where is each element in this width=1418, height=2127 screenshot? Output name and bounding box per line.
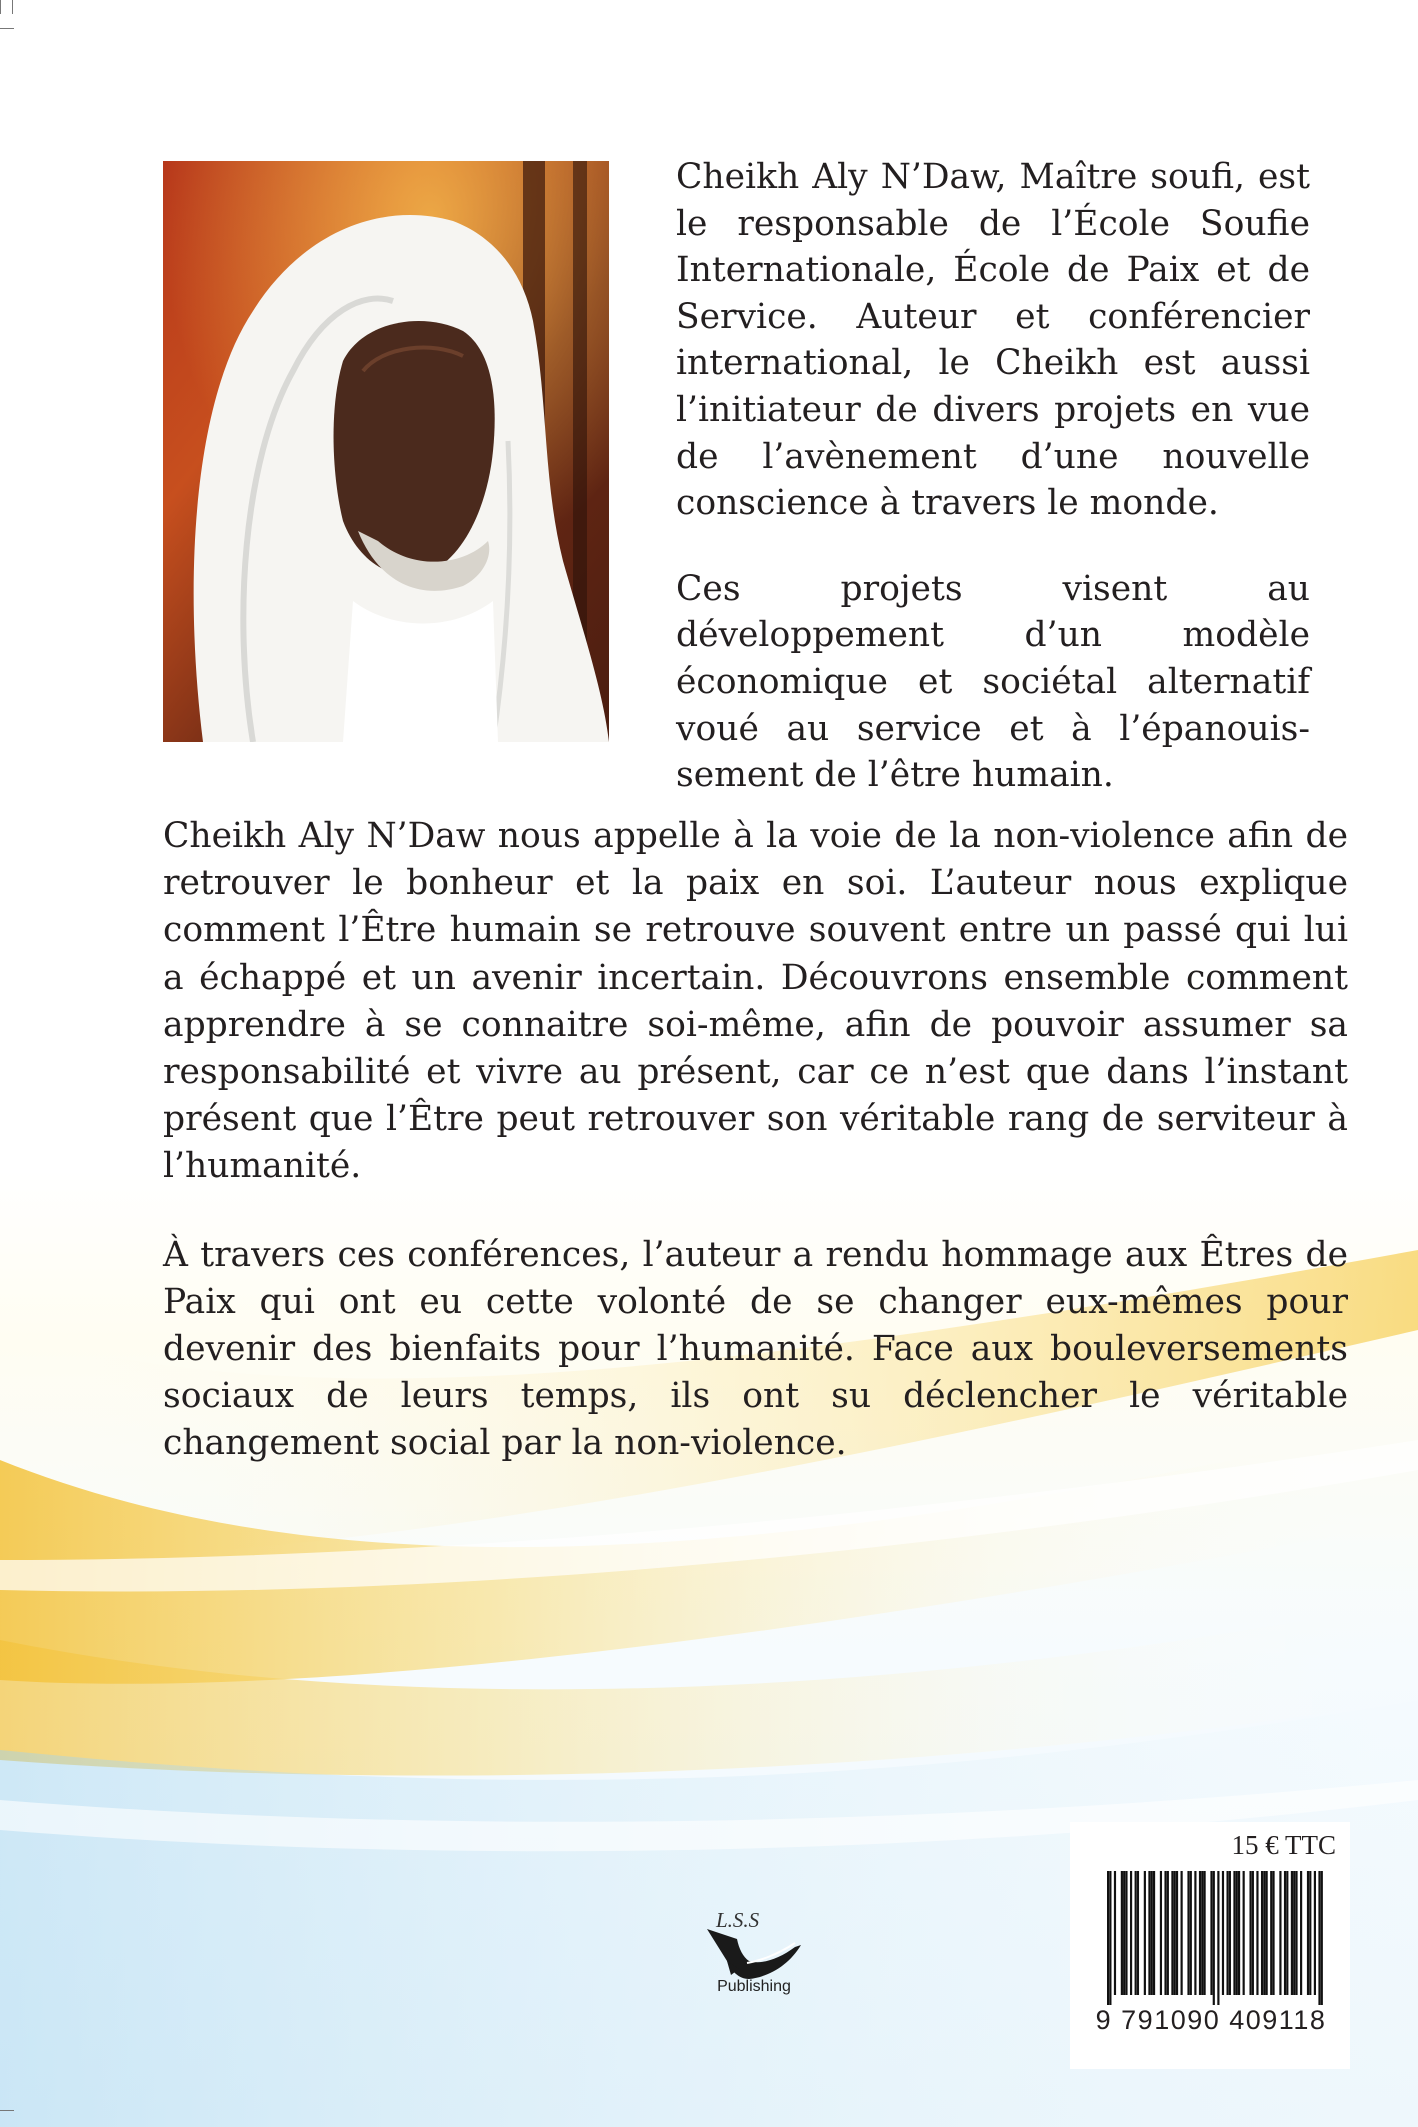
barcode-bar [1309, 1871, 1311, 1995]
crop-mark [12, 0, 13, 14]
crop-mark [0, 28, 14, 29]
barcode-bar [1194, 1871, 1196, 1995]
barcode-bar [1272, 1871, 1274, 1995]
barcode-bar [1187, 1871, 1189, 1995]
price: 15 € TTC [1231, 1830, 1336, 1860]
barcode-bar [1314, 1871, 1316, 1995]
barcode-bar [1164, 1871, 1166, 1995]
barcode-bar [1213, 1871, 1215, 2005]
barcode-bar [1293, 1871, 1295, 1995]
barcode-bar [1249, 1871, 1251, 1995]
barcode-bar [1201, 1871, 1203, 1995]
barcode-bar [1144, 1871, 1146, 1995]
barcode-bar [1167, 1871, 1169, 1995]
publisher-name: Publishing [717, 1978, 791, 1995]
barcode-bar [1284, 1871, 1286, 1995]
barcode-bar [1295, 1871, 1297, 1995]
barcode-bar [1236, 1871, 1238, 1995]
barcode-bar [1114, 1871, 1116, 1995]
barcode-bar [1123, 1871, 1125, 1995]
bio-paragraph: Ces projets visent au développement d’un modèle économique et sociétal alternatif voué au service et à l’épanouissement de l’être humain. [676, 568, 1310, 796]
barcode [1107, 1871, 1323, 2005]
barcode-bar [1210, 1871, 1212, 1995]
barcode-bar [1190, 1871, 1192, 1995]
barcode-bar [1318, 1871, 1320, 2005]
barcode-bar [1300, 1871, 1302, 1995]
price-barcode-box [1070, 1822, 1350, 2069]
bio-paragraph: Cheikh Aly N’Daw, Maître soufi, est le responsable de l’École Soufie Internationale, École de Paix et de Service. Auteur et conférencier international, le Cheikh est aussi l’initiateur de divers projets en vue de l’avènement d’une nouvelle conscience à travers le monde. [676, 157, 1310, 524]
author-bio [676, 154, 1310, 838]
barcode-bar [1291, 1871, 1293, 1995]
barcode-bar [1270, 1871, 1272, 1995]
barcode-bar [1252, 1871, 1254, 1995]
author-photo [163, 161, 609, 742]
crop-mark [0, 0, 1, 14]
summary-paragraph: Cheikh Aly N’Daw nous appelle à la voie de la non-violence afin de retrouver le bonheur et la paix en soi. L’auteur nous explique comment l’Être humain se retrouve souvent entre un passé qui lui a échappé et un avenir incertain. Découvrons ensemble comment apprendre à se connaitre soi-même, afin de pouvoir assumer sa responsabilité et vivre au présent, car ce n’est que dans l’instant présent que l’Être peut retrouver son véritable rang de serviteur à l’humanité. [163, 816, 1348, 1187]
barcode-bar [1174, 1871, 1176, 1995]
summary-paragraph: À travers ces conférences, l’auteur a rendu hommage aux Êtres de Paix qui ont eu cette volonté de se changer eux-mêmes pour devenir des bienfaits pour l’humanité. Face aux bouleversements sociaux de leurs temps, ils ont su déclencher le véritable changement social par la non-violence. [163, 1234, 1348, 1464]
barcode-bar [1151, 1871, 1153, 1995]
barcode-bar [1148, 1871, 1150, 1995]
barcode-bar [1238, 1871, 1240, 1995]
barcode-bar [1279, 1871, 1281, 1995]
book-summary [163, 813, 1348, 1509]
barcode-bar [1261, 1871, 1263, 1995]
barcode-bar [1171, 1871, 1173, 1995]
crop-mark [0, 2110, 14, 2111]
barcode-bar [1135, 1871, 1137, 1995]
barcode-bar [1153, 1871, 1155, 1995]
barcode-bar [1121, 1871, 1123, 1995]
barcode-bar [1107, 1871, 1109, 2005]
barcode-bar [1256, 1871, 1258, 1995]
barcode-bar [1137, 1871, 1139, 1995]
publisher-letters: L.S.S [716, 1908, 760, 1932]
barcode-bar [1222, 1871, 1224, 1995]
barcode-bar [1307, 1871, 1309, 1995]
barcode-bar [1176, 1871, 1178, 1995]
barcode-bar [1160, 1871, 1162, 1995]
barcode-bar [1226, 1871, 1228, 1995]
barcode-bar [1266, 1871, 1268, 1995]
barcode-bar [1181, 1871, 1183, 1995]
barcode-bar [1125, 1871, 1127, 1995]
isbn-number: 9 791090 409118 [1095, 2005, 1327, 2035]
barcode-bar [1199, 1871, 1201, 1995]
barcode-bar [1204, 1871, 1206, 1995]
barcode-bar [1243, 1871, 1245, 1995]
barcode-bar [1217, 1871, 1219, 2005]
barcode-bar [1321, 1871, 1323, 2005]
barcode-bar [1130, 1871, 1132, 1995]
barcode-bar [1109, 1871, 1111, 2005]
barcode-bar [1229, 1871, 1231, 1995]
barcode-bar [1263, 1871, 1265, 1995]
barcode-bar [1233, 1871, 1235, 1995]
barcode-bar [1286, 1871, 1288, 1995]
